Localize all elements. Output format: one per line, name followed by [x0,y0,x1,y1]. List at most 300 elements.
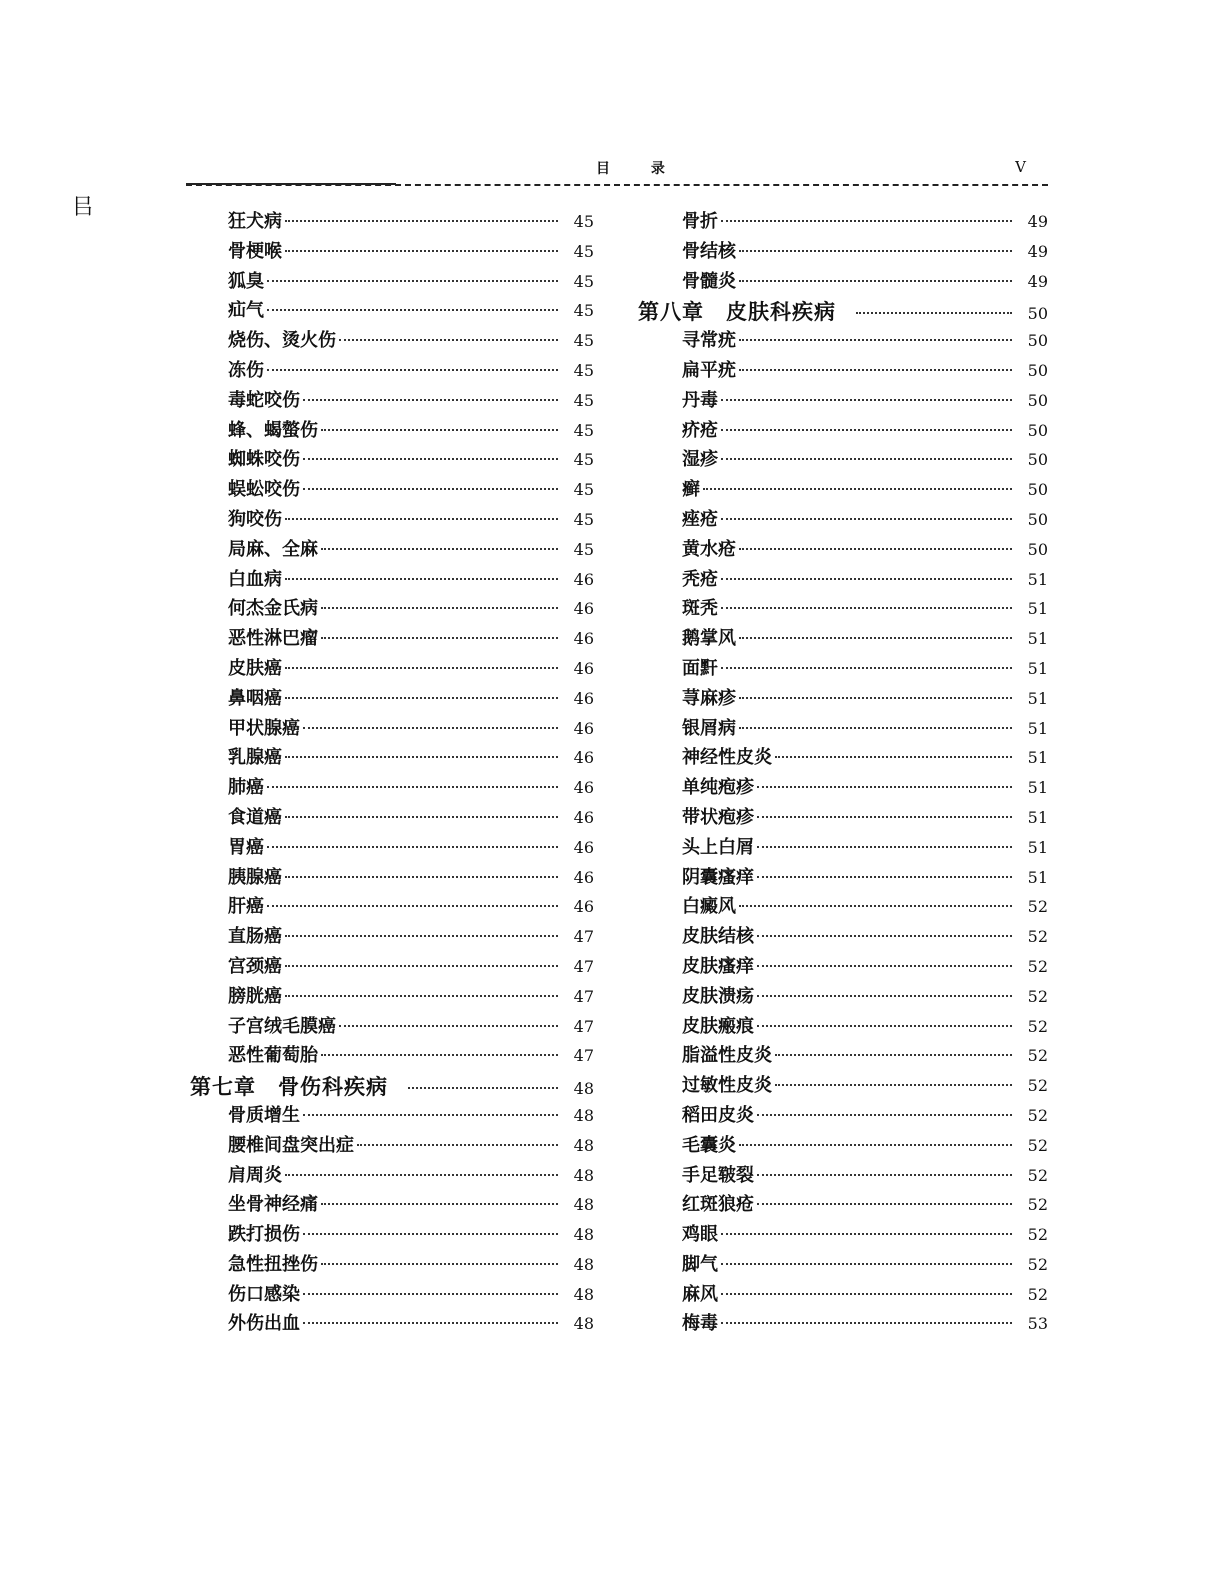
toc-entry[interactable] [638,1190,1048,1220]
dot-leader [285,756,558,758]
page-number: 51 [1027,807,1048,827]
page-number: 50 [1027,450,1048,470]
page-number: 46 [573,807,594,827]
toc-entry[interactable] [190,535,594,565]
page-number: 50 [1027,539,1048,559]
page-number: 46 [573,897,594,917]
page-number: 52 [1027,1254,1048,1274]
dot-leader [285,697,558,699]
dot-leader [285,965,558,967]
entry-title: 面䵟 [682,657,718,679]
entry-title: 阴囊瘙痒 [682,866,754,888]
page-number: 49 [1027,212,1048,231]
page-number: 45 [573,301,594,321]
entry-title: 痤疮 [682,508,718,530]
page-number: 45 [573,509,594,529]
page-number: 52 [1027,1105,1048,1125]
toc-entry[interactable] [638,922,1048,952]
toc-entry[interactable] [190,475,594,505]
dot-leader [321,1263,558,1265]
entry-title: 狗咬伤 [228,508,282,530]
dot-leader [721,578,1012,580]
entry-title: 脂溢性皮炎 [682,1045,772,1067]
toc-entry[interactable] [190,237,594,267]
entry-title: 疥疮 [682,419,718,441]
entry-title: 坐骨神经痛 [228,1194,318,1216]
entry-title: 秃疮 [682,568,718,590]
dot-leader [721,220,1012,222]
entry-title: 疝气 [228,300,264,322]
dot-leader [739,369,1012,371]
entry-title: 膀胱癌 [228,985,282,1007]
dot-leader [267,309,558,311]
dot-leader [739,548,1012,550]
toc-entry[interactable] [190,654,594,684]
dot-leader [775,1084,1012,1086]
page-number: 50 [1027,304,1048,324]
entry-title: 癣 [682,479,700,501]
entry-title: 丹毒 [682,389,718,411]
dot-leader [739,339,1012,341]
page-number: 49 [1027,241,1048,261]
toc-entry[interactable] [190,1250,594,1280]
toc-entry[interactable] [638,594,1048,624]
dot-leader [267,786,558,788]
dot-leader [321,429,558,431]
toc-entry[interactable] [638,624,1048,654]
page-number: 45 [573,241,594,261]
toc-entry[interactable] [638,714,1048,744]
page-number: 49 [1027,271,1048,291]
dot-leader [757,995,1012,997]
page-number: 48 [573,1284,594,1304]
dot-leader [757,816,1012,818]
toc-entry[interactable] [190,565,594,595]
entry-title: 扁平疣 [682,359,736,381]
dot-leader [721,607,1012,609]
toc-entry[interactable] [190,1161,594,1191]
page-number: 48 [573,1079,594,1099]
page-number: 52 [1027,927,1048,947]
dot-leader [757,1114,1012,1116]
page-number: 47 [573,1016,594,1036]
toc-entry[interactable] [190,1190,594,1220]
dot-leader [739,1144,1012,1146]
toc-entry[interactable] [190,892,594,922]
page-number: 47 [573,986,594,1006]
toc-entry[interactable] [638,356,1048,386]
toc-entry[interactable] [190,863,594,893]
toc-entry[interactable] [638,1012,1048,1042]
page-number: 48 [573,1165,594,1185]
toc-entry[interactable] [190,982,594,1012]
dot-leader [303,1293,558,1295]
page-number: 52 [1027,1135,1048,1155]
toc-entry[interactable] [190,1101,594,1131]
page-number: 46 [573,629,594,649]
page-number: 46 [573,688,594,708]
page-number: 45 [573,212,594,231]
page-number: 45 [573,331,594,351]
toc-right-column [638,207,1048,1339]
dot-leader [721,518,1012,520]
entry-title: 神经性皮炎 [682,747,772,769]
toc-entry[interactable] [190,743,594,773]
dot-leader [739,250,1012,252]
dot-leader [285,578,558,580]
page-number: 50 [1027,509,1048,529]
dot-leader [775,756,1012,758]
dot-leader [739,637,1012,639]
dot-leader [321,637,558,639]
page-number: 51 [1027,569,1048,589]
toc-entry[interactable] [638,1161,1048,1191]
dot-leader [757,1025,1012,1027]
page-number: 51 [1027,718,1048,738]
page-number: 50 [1027,480,1048,500]
toc-entry[interactable] [638,1101,1048,1131]
page-number: 51 [1027,867,1048,887]
toc-entry[interactable] [638,565,1048,595]
dot-leader [721,429,1012,431]
toc-entry[interactable] [638,773,1048,803]
dot-leader [267,905,558,907]
page-number: 47 [573,956,594,976]
toc-entry[interactable] [638,982,1048,1012]
toc-entry[interactable] [190,1012,594,1042]
dot-leader [703,488,1012,490]
page-number: 47 [573,1046,594,1066]
header-rule-solid [186,183,396,185]
entry-title: 银屑病 [682,717,736,739]
page-number: 51 [1027,748,1048,768]
entry-title: 何杰金氏病 [228,598,318,620]
toc-entry[interactable] [638,1131,1048,1161]
dot-leader [285,220,558,222]
toc-chapter-heading[interactable] [190,1071,594,1101]
page-number: 48 [573,1105,594,1125]
entry-title: 甲状腺癌 [228,717,300,739]
toc-entry[interactable] [190,803,594,833]
toc-entry[interactable] [190,1220,594,1250]
entry-title: 荨麻疹 [682,687,736,709]
entry-title: 过敏性皮炎 [682,1075,772,1097]
entry-title: 头上白屑 [682,836,754,858]
toc-entry[interactable] [638,267,1048,297]
entry-title: 毒蛇咬伤 [228,389,300,411]
toc-entry[interactable] [190,267,594,297]
page-number: 51 [1027,658,1048,678]
page-number: 51 [1027,688,1048,708]
entry-title: 肝癌 [228,896,264,918]
dot-leader [321,1054,558,1056]
page-number: 50 [1027,420,1048,440]
dot-leader [739,905,1012,907]
page-number: 51 [1027,837,1048,857]
dot-leader [721,399,1012,401]
entry-title: 宫颈癌 [228,955,282,977]
entry-title: 毛囊炎 [682,1134,736,1156]
toc-entry[interactable] [638,863,1048,893]
binding-mark: 㠯 [72,195,95,220]
dot-leader [321,1203,558,1205]
toc-left-column [190,207,594,1339]
dot-leader [267,280,558,282]
toc-entry[interactable] [638,475,1048,505]
page-number: 46 [573,837,594,857]
entry-title: 黄水疮 [682,538,736,560]
toc-entry[interactable] [190,684,594,714]
entry-title: 带状疱疹 [682,806,754,828]
toc-entry[interactable] [638,1309,1048,1339]
toc-entry[interactable] [638,386,1048,416]
page-number: 48 [573,1195,594,1215]
dot-leader [757,1203,1012,1205]
toc-entry[interactable] [638,1250,1048,1280]
entry-title: 肩周炎 [228,1164,282,1186]
entry-title: 麻风 [682,1283,718,1305]
dot-leader [285,250,558,252]
dot-leader [757,846,1012,848]
toc-entry[interactable] [190,833,594,863]
entry-title: 急性扭挫伤 [228,1253,318,1275]
entry-title: 斑秃 [682,598,718,620]
page-number: 45 [573,480,594,500]
entry-title: 手足皲裂 [682,1164,754,1186]
entry-title: 跌打损伤 [228,1224,300,1246]
header-page-number: V [1015,158,1026,176]
entry-title: 脚气 [682,1253,718,1275]
toc-entry[interactable] [638,237,1048,267]
entry-title: 局麻、全麻 [228,538,318,560]
entry-title: 皮肤癌 [228,657,282,679]
toc-entry[interactable] [638,952,1048,982]
chapter-title: 第七章 骨伤科疾病 [190,1075,388,1100]
dot-leader [321,607,558,609]
dot-leader [739,727,1012,729]
toc-entry[interactable] [190,1280,594,1310]
toc-entry[interactable] [190,326,594,356]
page-number: 46 [573,778,594,798]
entry-title: 红斑狼疮 [682,1194,754,1216]
dot-leader [303,488,558,490]
dot-leader [303,1114,558,1116]
dot-leader [721,1263,1012,1265]
dot-leader [285,995,558,997]
entry-title: 梅毒 [682,1313,718,1335]
entry-title: 烧伤、烫火伤 [228,330,336,352]
dot-leader [739,280,1012,282]
toc-entry[interactable] [638,833,1048,863]
toc-entry[interactable] [190,1041,594,1071]
dot-leader [267,846,558,848]
dot-leader [321,548,558,550]
toc-entry[interactable] [638,684,1048,714]
toc-entry[interactable] [638,892,1048,922]
entry-title: 蜈蚣咬伤 [228,479,300,501]
dot-leader [285,816,558,818]
dot-leader [303,1322,558,1324]
page-number: 45 [573,420,594,440]
toc-entry[interactable] [638,654,1048,684]
dot-leader [267,369,558,371]
entry-title: 皮肤瘙痒 [682,955,754,977]
toc-entry[interactable] [190,505,594,535]
entry-title: 骨质增生 [228,1104,300,1126]
entry-title: 骨髓炎 [682,270,736,292]
dot-leader [303,1233,558,1235]
toc-entry[interactable] [190,922,594,952]
toc-entry[interactable] [190,296,594,326]
page-number: 45 [573,450,594,470]
dot-leader [339,339,558,341]
page-number: 51 [1027,629,1048,649]
toc-chapter-heading[interactable] [638,296,1048,326]
dot-leader [303,399,558,401]
page-number: 52 [1027,1016,1048,1036]
page-number: 48 [573,1254,594,1274]
toc-entry[interactable] [638,207,1048,237]
entry-title: 白血病 [228,568,282,590]
toc-entry[interactable] [638,416,1048,446]
dot-leader [285,876,558,878]
page-number: 45 [573,271,594,291]
dot-leader [757,965,1012,967]
toc-entry[interactable] [190,207,594,237]
toc-entry[interactable] [190,356,594,386]
page-number: 52 [1027,1046,1048,1066]
toc-entry[interactable] [190,416,594,446]
dot-leader [757,786,1012,788]
dot-leader [757,935,1012,937]
dot-leader [856,312,1012,314]
dot-leader [757,1174,1012,1176]
page-number: 50 [1027,390,1048,410]
page-number: 52 [1027,1195,1048,1215]
page-number: 46 [573,867,594,887]
page-number: 45 [573,539,594,559]
entry-title: 骨梗喉 [228,240,282,262]
entry-title: 冻伤 [228,359,264,381]
dot-leader [408,1087,558,1089]
entry-title: 单纯疱疹 [682,777,754,799]
toc-entry[interactable] [638,1280,1048,1310]
entry-title: 肺癌 [228,777,264,799]
dot-leader [721,1293,1012,1295]
page-number: 52 [1027,897,1048,917]
page-number: 52 [1027,1225,1048,1245]
entry-title: 皮肤瘢痕 [682,1015,754,1037]
entry-title: 皮肤溃疡 [682,985,754,1007]
entry-title: 稻田皮炎 [682,1104,754,1126]
toc-entry[interactable] [190,386,594,416]
entry-title: 胃癌 [228,836,264,858]
entry-title: 恶性葡萄胎 [228,1045,318,1067]
entry-title: 直肠癌 [228,926,282,948]
entry-title: 鹅掌风 [682,628,736,650]
toc-entry[interactable] [638,535,1048,565]
entry-title: 胰腺癌 [228,866,282,888]
header-title: 目 录 [596,161,683,177]
toc-entry[interactable] [638,743,1048,773]
dot-leader [339,1025,558,1027]
entry-title: 狐臭 [228,270,264,292]
entry-title: 腰椎间盘突出症 [228,1134,354,1156]
toc-entry[interactable] [638,505,1048,535]
toc-entry[interactable] [638,803,1048,833]
entry-title: 鸡眼 [682,1224,718,1246]
entry-title: 狂犬病 [228,211,282,232]
entry-title: 骨折 [682,211,718,232]
dot-leader [285,518,558,520]
entry-title: 子宫绒毛膜癌 [228,1015,336,1037]
toc-entry[interactable] [190,1131,594,1161]
page-number: 47 [573,927,594,947]
page-number: 52 [1027,956,1048,976]
dot-leader [721,667,1012,669]
dot-leader [357,1144,558,1146]
page-number: 52 [1027,986,1048,1006]
toc-entry[interactable] [190,445,594,475]
toc-entry[interactable] [190,624,594,654]
page-number: 46 [573,599,594,619]
dot-leader [285,667,558,669]
dot-leader [739,697,1012,699]
toc-entry[interactable] [638,1041,1048,1071]
toc-entry[interactable] [190,594,594,624]
entry-title: 恶性淋巴瘤 [228,628,318,650]
page-number: 52 [1027,1165,1048,1185]
dot-leader [721,1233,1012,1235]
toc-entry[interactable] [190,773,594,803]
dot-leader [303,458,558,460]
toc-entry[interactable] [638,1071,1048,1101]
page-number: 52 [1027,1076,1048,1096]
toc-entry[interactable] [638,445,1048,475]
page-number: 45 [573,390,594,410]
dot-leader [303,727,558,729]
entry-title: 湿疹 [682,449,718,471]
entry-title: 伤口感染 [228,1283,300,1305]
toc-entry[interactable] [190,952,594,982]
entry-title: 白癜风 [682,896,736,918]
entry-title: 蜂、蝎螫伤 [228,419,318,441]
page-number: 53 [1027,1314,1048,1334]
entry-title: 鼻咽癌 [228,687,282,709]
toc-entry[interactable] [190,1309,594,1339]
page-number: 48 [573,1314,594,1334]
entry-title: 食道癌 [228,806,282,828]
toc-entry[interactable] [638,326,1048,356]
entry-title: 骨结核 [682,240,736,262]
toc-entry[interactable] [190,714,594,744]
dot-leader [285,1174,558,1176]
page-number: 46 [573,718,594,738]
page-number: 48 [573,1135,594,1155]
page-number: 46 [573,748,594,768]
toc-entry[interactable] [638,1220,1048,1250]
page-number: 45 [573,360,594,380]
entry-title: 外伤出血 [228,1313,300,1335]
dot-leader [775,1054,1012,1056]
entry-title: 蜘蛛咬伤 [228,449,300,471]
page-number: 48 [573,1225,594,1245]
page-number: 50 [1027,331,1048,351]
running-header [186,158,1048,180]
entry-title: 皮肤结核 [682,926,754,948]
page-number: 46 [573,658,594,678]
page-number: 51 [1027,599,1048,619]
